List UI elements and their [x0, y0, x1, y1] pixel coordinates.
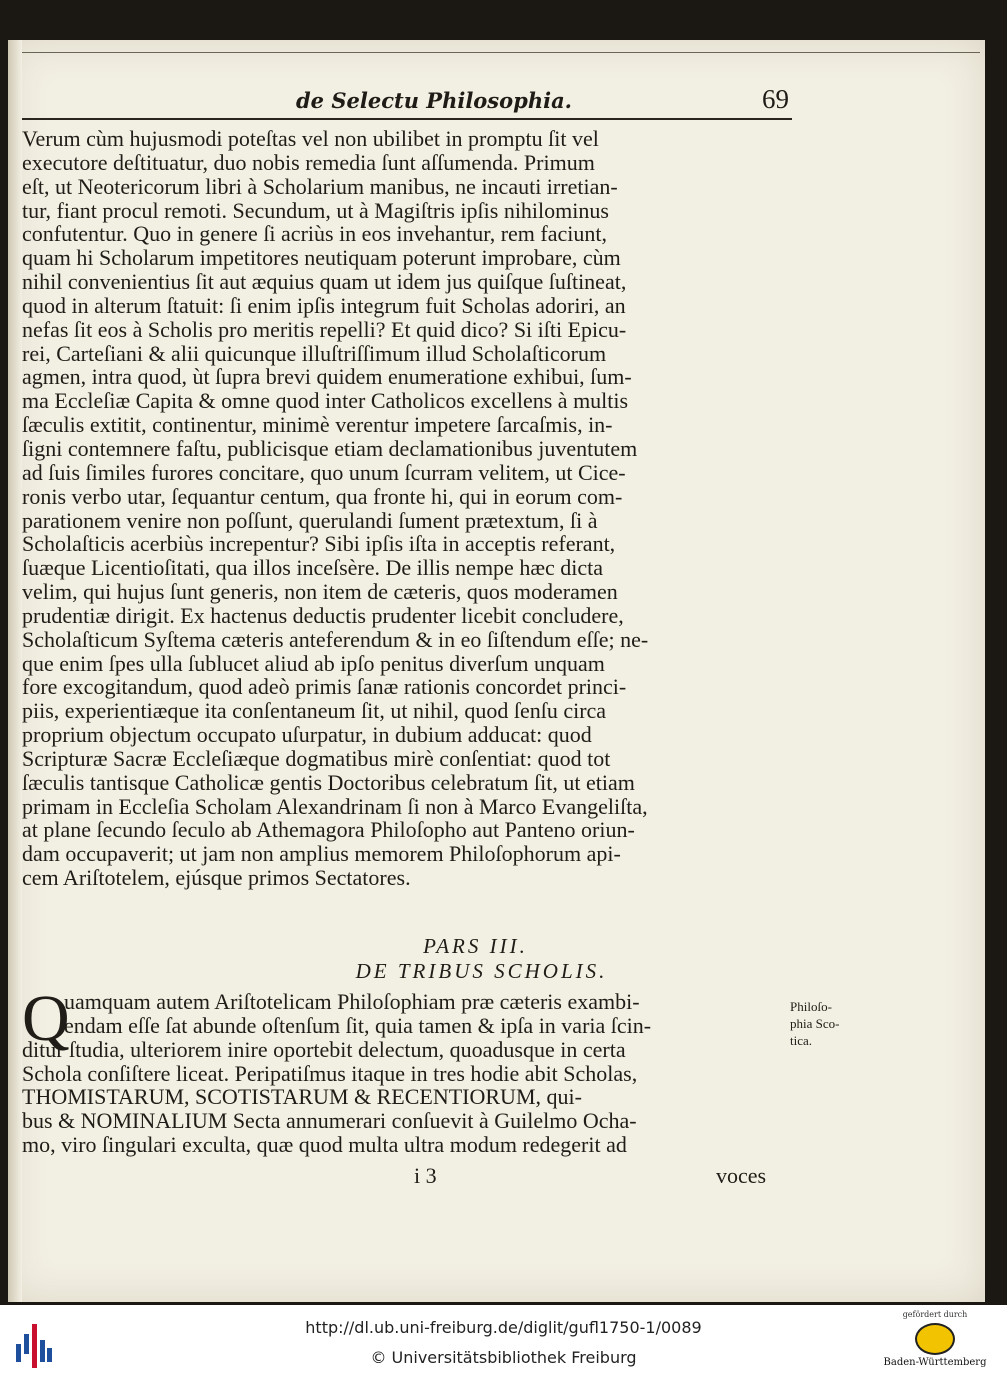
text-line: rei, Carteſiani & alii quicunque illuſtriſſimum illud Scholaſticorum: [22, 340, 607, 366]
page-top-rule: [22, 52, 980, 53]
running-title: de Selectu Philosophia.: [296, 88, 572, 113]
text-line: Scholaſticum Syſtema cæteris anteferendum & in eo ſiſtendum eſſe; ne-: [22, 626, 649, 652]
text-line: ronis verbo utar, ſequantur centum, qua fronte hi, qui in eorum com-: [22, 483, 623, 509]
paragraph-1: [22, 127, 802, 890]
text-line: confutentur. Quo in genere ſi acriùs in eos invehantur, rem faciunt,: [22, 221, 607, 247]
text-line: ſigni contemnere faſtu, publicisque etiam declamationibus juventutem: [22, 435, 638, 461]
text-line: quod in alterum ſtatuit: ſi enim ipſis integrum fuit Scholas adoriri, an: [22, 292, 626, 318]
text-line: bus & NOMINALIUM Secta annumerari conſuevit à Guilelmo Ocha-: [22, 1108, 637, 1134]
text-line: nefas ſit eos à Scholis pro meritis repelli? Et quid dico? Si iſti Epicu-: [22, 316, 627, 342]
text-line: nihil convenientius ſit aut æquius quam ut idem jus quiſque ſuſtineat,: [22, 269, 627, 295]
drop-cap: Q: [22, 982, 70, 1055]
text-line: proprium objectum occupato uſurpatur, in dubium adducat: quod: [22, 722, 592, 748]
page-gutter-shade: [8, 40, 22, 1302]
margin-note-line: phia Sco-: [790, 1016, 840, 1031]
text-line: cem Ariſtotelem, ejúsque primos Sectatores.: [22, 865, 411, 891]
signature-mark: i 3: [414, 1163, 437, 1188]
catchword: voces: [716, 1163, 767, 1188]
text-line: velim, qui hujus ſunt generis, non item de cæteris, quos moderamen: [22, 579, 618, 605]
text-line: ſuæque Licentioſitati, qua illos inceſsère. De illis nempe hæc dicta: [22, 555, 604, 581]
text-line: Verum cùm hujusmodi poteſtas vel non ubilibet in promptu ſit vel: [22, 126, 599, 151]
state-seal-icon: [915, 1323, 955, 1355]
page-header: [0, 86, 1007, 122]
text-line: piis, experientiæque ita conſentaneum ſit, ut nihil, quod ſenſu circa: [22, 698, 607, 724]
sponsor-badge[interactable]: [876, 1310, 994, 1374]
text-line: parationem venire non poſſunt, querulandi ſument prætextum, ſi à: [22, 507, 598, 533]
header-rule: [22, 118, 792, 120]
text-line: ditur ſtudia, ulteriorem inire oportebit delectum, quoadusque in certa: [22, 1036, 626, 1062]
text-line: eſt, ut Neotericorum libri à Scholarium manibus, ne incauti irretian-: [22, 173, 618, 199]
text-line: uamquam autem Ariſtotelicam Philoſophiam præ cæteris exambi-: [64, 989, 640, 1014]
text-line: endam eſſe ſat abunde oſtenſum ſit, quia tamen & ipſa in varia ſcin-: [64, 1012, 652, 1038]
text-line: prudentiæ dirigit. Ex hactenus deductis prudenter licebit concludere,: [22, 602, 624, 628]
copyright-notice: © Universitätsbibliothek Freiburg: [370, 1348, 637, 1367]
text-line: at plane ſecundo ſeculo ab Athemagora Philoſopho aut Panteno oriun-: [22, 817, 635, 843]
text-line: tur, fiant procul remoti. Secundum, ut à Magiſtris ipſis nihilominus: [22, 197, 609, 223]
margin-note-line: Philoſo-: [790, 999, 832, 1014]
paragraph-2: [22, 990, 802, 1157]
page-number: 69: [762, 84, 789, 114]
text-line: primam in Eccleſia Scholam Alexandrinam ſi non à Marco Evangeliſta,: [22, 793, 648, 819]
text-line: ſæculis extitit, continentur, minimè verentur impetere ſarcaſmis, in-: [22, 412, 613, 438]
margin-note: [790, 998, 839, 1049]
text-line: ad ſuis ſimiles furores concitare, quo unum ſcurram velitem, ut Cice-: [22, 459, 626, 485]
text-line: ſæculis tantisque Catholicæ gentis Doctoribus celebratum ſit, ut etiam: [22, 769, 635, 795]
text-line: agmen, intra quod, ùt ſupra brevi quidem enumeratione exhibui, ſum-: [22, 364, 632, 390]
text-line: executore deſtituatur, duo nobis remedia ſunt aſſumenda. Primum: [22, 149, 595, 175]
sponsor-caption: gefördert durch: [902, 1310, 968, 1319]
sponsor-name: Baden-Württemberg: [883, 1357, 987, 1368]
text-line: ma Eccleſiæ Capita & omne quod inter Catholicos excellens à multis: [22, 388, 629, 414]
section-heading: PARS III.: [423, 934, 528, 958]
section-subheading: DE TRIBUS SCHOLIS.: [355, 959, 608, 983]
margin-note-line: tica.: [790, 1033, 813, 1048]
text-line: Schola conſiſtere liceat. Peripatiſmus itaque in tres hodie abit Scholas,: [22, 1060, 638, 1086]
document-url-link[interactable]: http://dl.ub.uni-freiburg.de/diglit/gufl1750-1/0089: [305, 1318, 702, 1337]
text-line: dam occupaverit; ut jam non amplius memorem Philoſophorum api-: [22, 841, 621, 867]
text-line: THOMISTARUM, SCOTISTARUM & RECENTIORUM, qui-: [22, 1084, 582, 1110]
text-line: que enim ſpes ulla ſublucet aliud ab ipſo penitus diverſum unquam: [22, 650, 605, 676]
text-line: Scripturæ Sacræ Eccleſiæque dogmatibus mirè conſentiat: quod tot: [22, 745, 611, 771]
text-line: fore excogitandum, quod adeò primis ſanæ rationis concordet princi-: [22, 674, 627, 700]
text-line: Scholaſticis acerbiùs increpentur? Sibi ipſis iſta in acceptis referant,: [22, 531, 616, 557]
text-line: mo, viro ſingulari exculta, quæ quod multa ultra modum redegerit ad: [22, 1132, 627, 1158]
text-line: quam hi Scholarum impetitores neutiquam poterunt improbare, cùm: [22, 245, 621, 271]
